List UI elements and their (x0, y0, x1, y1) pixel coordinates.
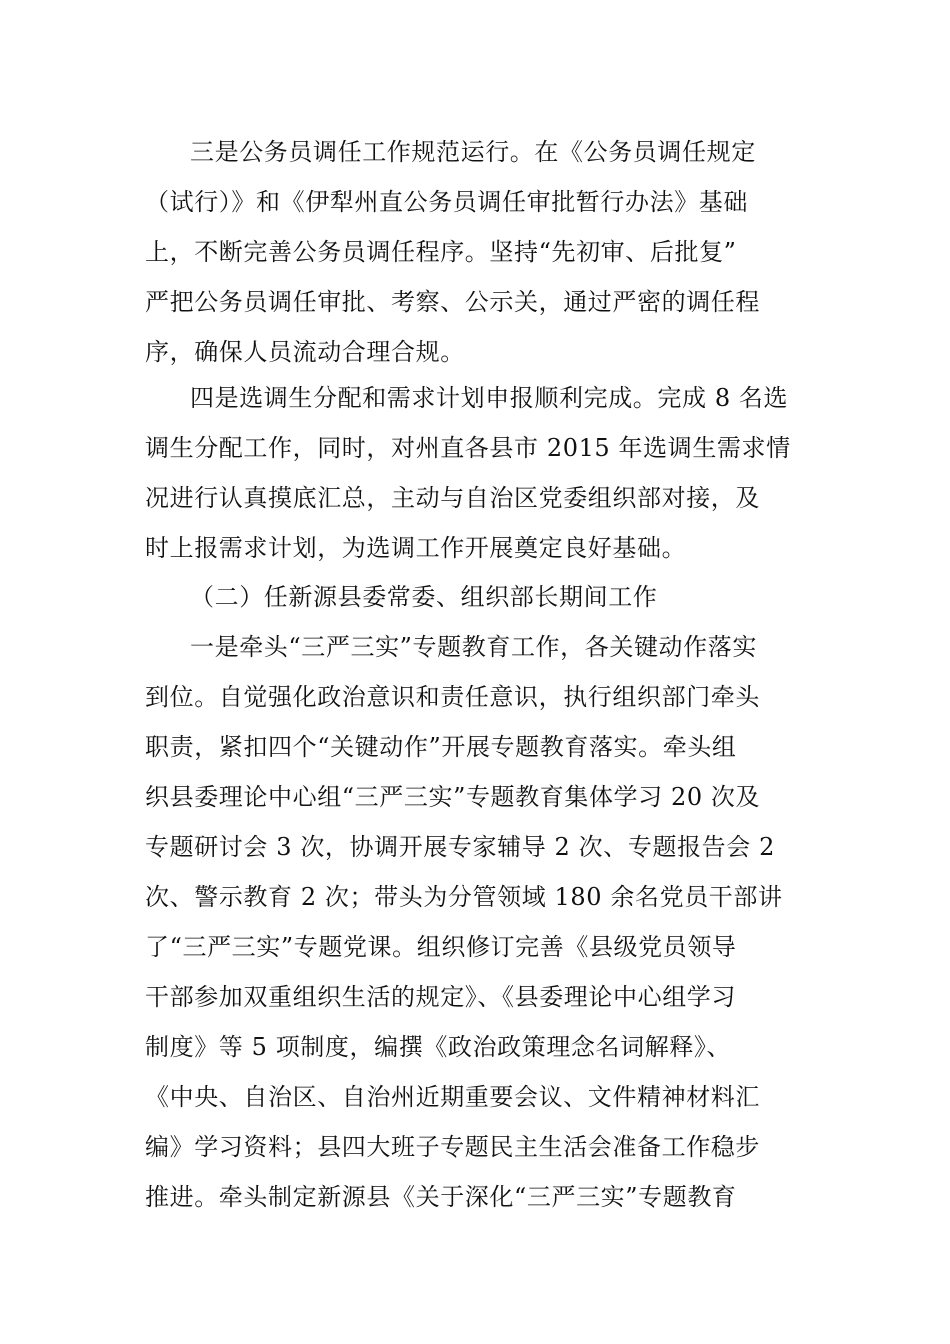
paragraph-5-line-4: 织县委理论中心组“三严三实”专题教育集体学习 20 次及 (145, 783, 761, 811)
paragraph-5-line-6: 次、警示教育 2 次；带头为分管领域 180 余名党员干部讲 (145, 883, 783, 911)
paragraph-4-line-1: 四是选调生分配和需求计划申报顺利完成。完成 8 名选 (190, 384, 789, 412)
paragraph-5-line-8: 干部参加双重组织生活的规定》、《县委理论中心组学习 (145, 983, 736, 1011)
paragraph-3-line-5: 序，确保人员流动合理合规。 (145, 338, 465, 366)
paragraph-3-line-3: 上，不断完善公务员调任程序。坚持“先初审、后批复” (145, 238, 737, 266)
section-heading: （二）任新源县委常委、组织部长期间工作 (190, 583, 658, 611)
paragraph-5-line-2: 到位。自觉强化政治意识和责任意识，执行组织部门牵头 (145, 683, 760, 711)
paragraph-5-line-11: 编》学习资料；县四大班子专题民主生活会准备工作稳步 (145, 1133, 760, 1161)
paragraph-4-line-3: 况进行认真摸底汇总，主动与自治区党委组织部对接，及 (145, 484, 760, 512)
paragraph-4-line-4: 时上报需求计划，为选调工作开展奠定良好基础。 (145, 534, 687, 562)
paragraph-5-line-5: 专题研讨会 3 次，协调开展专家辅导 2 次、专题报告会 2 (145, 833, 775, 861)
paragraph-3-line-2: （试行）》和《伊犁州直公务员调任审批暂行办法》基础 (145, 188, 748, 216)
paragraph-3-line-1: 三是公务员调任工作规范运行。在《公务员调任规定 (190, 138, 756, 166)
paragraph-5-line-12: 推进。牵头制定新源县《关于深化“三严三实”专题教育 (145, 1183, 737, 1211)
paragraph-5-line-10: 《中央、自治区、自治州近期重要会议、文件精神材料汇 (145, 1083, 760, 1111)
paragraph-5-line-1: 一是牵头“三严三实”专题教育工作，各关键动作落实 (190, 633, 757, 661)
paragraph-3-line-4: 严把公务员调任审批、考察、公示关，通过严密的调任程 (145, 288, 760, 316)
paragraph-5-line-3: 职责，紧扣四个“关键动作”开展专题教育落实。牵头组 (145, 733, 737, 761)
paragraph-4-line-2: 调生分配工作，同时，对州直各县市 2015 年选调生需求情 (145, 434, 791, 462)
paragraph-5-line-9: 制度》等 5 项制度，编撰《政治政策理念名词解释》、 (145, 1033, 732, 1061)
paragraph-5-line-7: 了“三严三实”专题党课。组织修订完善《县级党员领导 (145, 933, 737, 961)
